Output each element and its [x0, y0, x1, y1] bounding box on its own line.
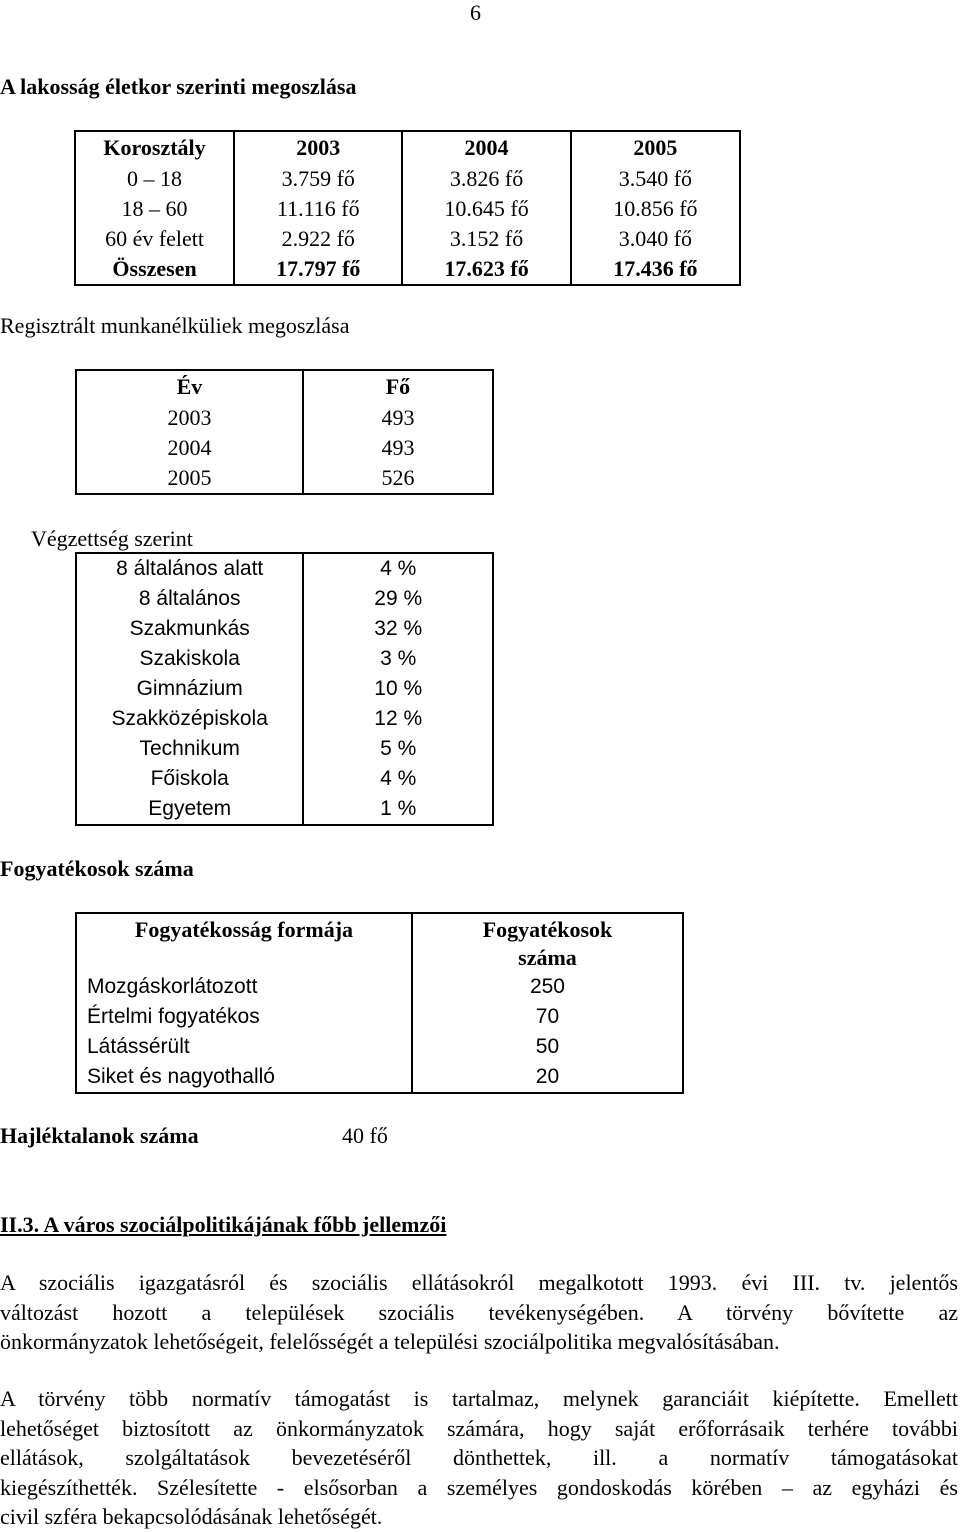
- table-row: [76, 433, 493, 463]
- table-row: [76, 674, 493, 704]
- table-cell: 5 %: [303, 734, 493, 764]
- header-cell: [412, 913, 683, 972]
- page-number: 6: [470, 0, 481, 25]
- table-header-row: [76, 370, 493, 403]
- table-cell: 10.645 fő: [402, 194, 570, 224]
- homeless-label: Hajléktalanok száma: [0, 1123, 199, 1148]
- table-cell: 8 általános alatt: [76, 553, 303, 584]
- header-text: Fogyatékosok: [482, 917, 613, 942]
- table-cell: 3.826 fő: [402, 164, 570, 194]
- table-row: [76, 614, 493, 644]
- table-cell: Siket és nagyothalló: [76, 1062, 412, 1093]
- table-cell: 12 %: [303, 704, 493, 734]
- table-cell: 2003: [76, 403, 303, 433]
- table-row: [75, 224, 740, 254]
- header-cell: Korosztály: [75, 131, 234, 164]
- table-cell: 50: [412, 1032, 683, 1062]
- table-row: [76, 584, 493, 614]
- table-cell: 3.040 fő: [571, 224, 740, 254]
- paragraph-2: [0, 1384, 958, 1532]
- education-section-title: Végzettség szerint: [31, 526, 193, 551]
- table-header-row: [75, 131, 740, 164]
- table-cell: 11.116 fő: [234, 194, 402, 224]
- table-row: [76, 1062, 683, 1093]
- table-row: [76, 1002, 683, 1032]
- table-cell: 20: [412, 1062, 683, 1093]
- table-cell: 0 – 18: [75, 164, 234, 194]
- table-cell: 32 %: [303, 614, 493, 644]
- table-row: [76, 764, 493, 794]
- table-total-row: [75, 254, 740, 285]
- table-row: [76, 403, 493, 433]
- table-cell: Szakközépiskola: [76, 704, 303, 734]
- table-row: [75, 164, 740, 194]
- table-row: [76, 794, 493, 825]
- table-cell: Technikum: [76, 734, 303, 764]
- table-row: [76, 704, 493, 734]
- paragraph-line: A törvény több normatív támogatást is tartalmaz, melynek garanciáit kiépítette. Emellett: [0, 1386, 958, 1411]
- education-table: [75, 552, 494, 826]
- table-cell: 3.152 fő: [402, 224, 570, 254]
- paragraph-line: önkormányzatok lehetőségeit, felelősségét a települési szociálpolitika megvalósításában.: [0, 1329, 780, 1354]
- header-cell: Év: [76, 370, 303, 403]
- table-header-row: [76, 913, 683, 972]
- table-cell: 526: [303, 463, 493, 494]
- table-cell: 2005: [76, 463, 303, 494]
- table-row: [76, 1032, 683, 1062]
- table-cell: Egyetem: [76, 794, 303, 825]
- table-cell: 8 általános: [76, 584, 303, 614]
- paragraph-line: A szociális igazgatásról és szociális ellátásokról megalkotott 1993. évi III. tv. jelentős: [0, 1270, 958, 1295]
- table-cell: 10 %: [303, 674, 493, 704]
- table-cell: 4 %: [303, 764, 493, 794]
- table-cell: 250: [412, 972, 683, 1002]
- paragraph-line: ellátások, szolgáltatások bevezetéséről dönthettek, ill. a normatív támogatásokat: [0, 1445, 958, 1470]
- table-cell: 493: [303, 403, 493, 433]
- header-cell: 2004: [402, 131, 570, 164]
- header-cell: 2003: [234, 131, 402, 164]
- table-cell: 10.856 fő: [571, 194, 740, 224]
- header-cell: 2005: [571, 131, 740, 164]
- table-cell: Mozgáskorlátozott: [76, 972, 412, 1002]
- table-row: [76, 553, 493, 584]
- table-row: [76, 972, 683, 1002]
- table-row: [76, 734, 493, 764]
- table-cell: Főiskola: [76, 764, 303, 794]
- header-cell: [76, 913, 412, 972]
- table-cell: 4 %: [303, 553, 493, 584]
- header-text: Fogyatékosság formája: [134, 917, 354, 942]
- table-cell: 17.436 fő: [571, 254, 740, 285]
- disability-table: [75, 912, 684, 1094]
- table-row: [76, 644, 493, 674]
- table-cell: 2004: [76, 433, 303, 463]
- table-cell: 29 %: [303, 584, 493, 614]
- table-cell: 3.540 fő: [571, 164, 740, 194]
- table-cell: Szakmunkás: [76, 614, 303, 644]
- paragraph-line: civil szféra bekapcsolódásának lehetőségét.: [0, 1504, 383, 1529]
- header-cell: Fő: [303, 370, 493, 403]
- table-cell: 17.623 fő: [402, 254, 570, 285]
- table-cell: 3.759 fő: [234, 164, 402, 194]
- header-text: száma: [518, 945, 577, 970]
- age-section-title: A lakosság életkor szerinti megoszlása: [0, 74, 357, 99]
- table-cell: Gimnázium: [76, 674, 303, 704]
- paragraph-line: változást hozott a települések szociális tevékenységében. A törvény bővítette az: [0, 1299, 958, 1325]
- table-cell: 70: [412, 1002, 683, 1032]
- unemployed-section-title: Regisztrált munkanélküliek megoszlása: [0, 313, 350, 338]
- paragraph-line: kiegészíthették. Szélesítette - elsősorban a személyes gondoskodás körében – az egyházi és: [0, 1474, 958, 1500]
- table-row: [76, 463, 493, 494]
- table-cell: 3 %: [303, 644, 493, 674]
- homeless-value: 40 fő: [342, 1123, 388, 1148]
- table-cell: 60 év felett: [75, 224, 234, 254]
- unemployed-table: [75, 369, 494, 495]
- table-cell: Látássérült: [76, 1032, 412, 1062]
- table-cell: Összesen: [75, 254, 234, 285]
- paragraph-1: [0, 1268, 958, 1357]
- table-cell: Értelmi fogyatékos: [76, 1002, 412, 1032]
- chapter-heading: II.3. A város szociálpolitikájának főbb jellemzői: [0, 1212, 447, 1237]
- table-cell: 17.797 fő: [234, 254, 402, 285]
- table-cell: 493: [303, 433, 493, 463]
- table-cell: 18 – 60: [75, 194, 234, 224]
- age-distribution-table: [74, 130, 741, 286]
- table-row: [75, 194, 740, 224]
- table-cell: Szakiskola: [76, 644, 303, 674]
- disability-section-title: Fogyatékosok száma: [0, 856, 194, 881]
- table-cell: 1 %: [303, 794, 493, 825]
- paragraph-line: lehetőséget biztosított az önkormányzatok számára, hogy saját erőforrásaik terhére további: [0, 1415, 958, 1441]
- table-cell: 2.922 fő: [234, 224, 402, 254]
